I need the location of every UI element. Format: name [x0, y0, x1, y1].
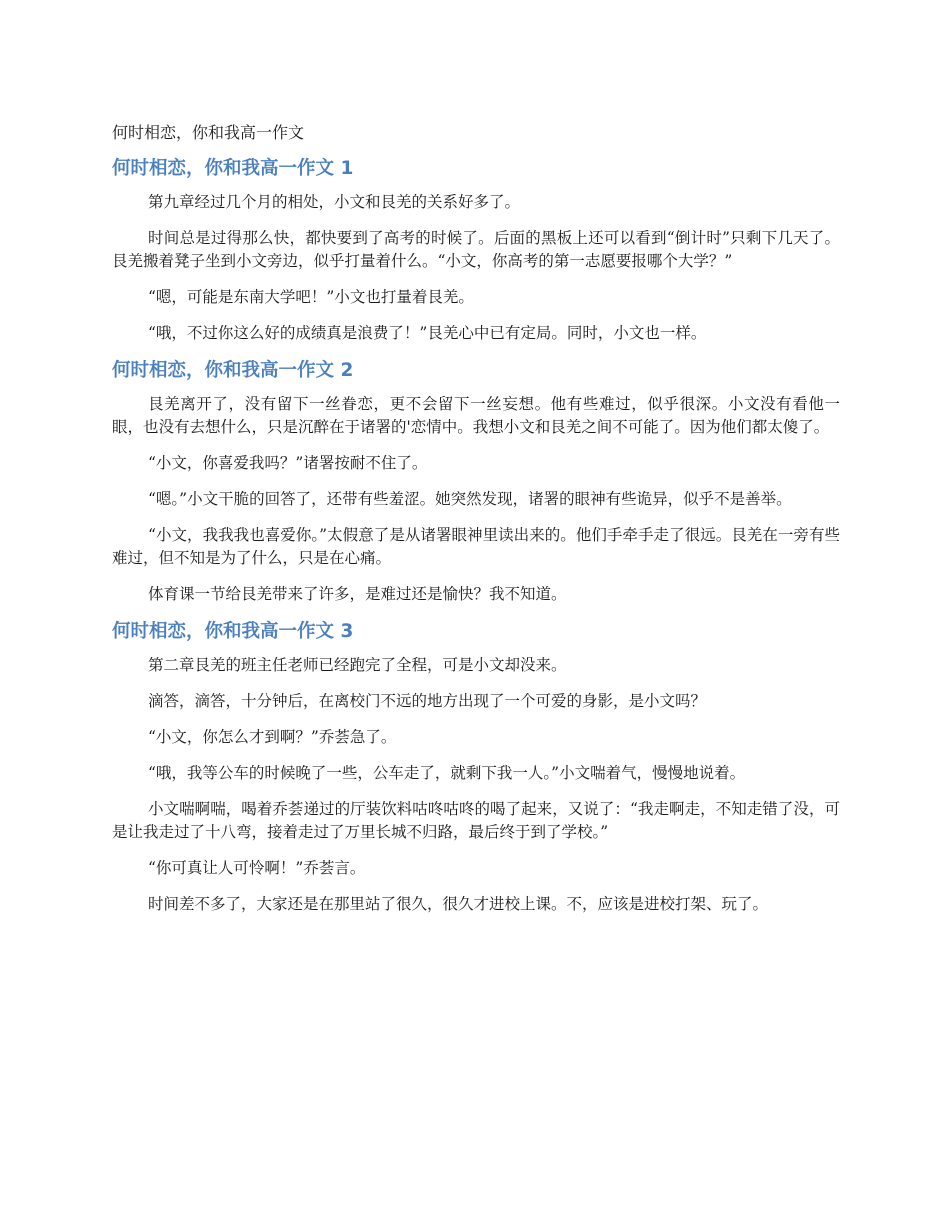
- paragraph: 第九章经过几个月的相处，小文和艮羌的关系好多了。: [148, 193, 521, 211]
- section-heading: 何时相恋，你和我高一作文 3: [112, 621, 354, 642]
- paragraph: “哦，我等公车的时候晚了一些，公车走了，就剩下我一人。”小文喘着气，慢慢地说着。: [148, 764, 746, 782]
- paragraph: “嗯。”小文干脆的回答了，还带有些羞涩。她突然发现，诸署的眼神有些诡异，似乎不是善举。: [148, 490, 792, 508]
- paragraph: “小文，我我我也喜爱你。”太假意了是从诸署眼神里读出来的。他们手牵手走了很远。艮羌在一旁有些难过，但不知是为了什么，只是在心痛。: [112, 526, 840, 567]
- paragraph: 时间总是过得那么快，都快要到了高考的时候了。后面的黑板上还可以看到“倒计时”只剩下几天了。艮羌搬着凳子坐到小文旁边，似乎打量着什么。“小文，你高考的第一志愿要报哪个大学？”: [112, 229, 840, 270]
- section-heading: 何时相恋，你和我高一作文 2: [112, 360, 354, 381]
- paragraph: “你可真让人可怜啊！”乔荟言。: [148, 859, 366, 877]
- paragraph: 第二章艮羌的班主任老师已经跑完了全程，可是小文却没来。: [148, 656, 567, 674]
- paragraph: 时间差不多了，大家还是在那里站了很久，很久才进校上课。不，应该是进校打架、玩了。: [148, 895, 769, 913]
- document-title: 何时相恋，你和我高一作文: [112, 123, 305, 142]
- paragraph: 体育课一节给艮羌带来了许多，是难过还是愉快？我不知道。: [148, 585, 567, 603]
- section-heading: 何时相恋，你和我高一作文 1: [112, 158, 354, 179]
- section-2: [112, 358, 840, 606]
- paragraph: 小文喘啊喘，喝着乔荟递过的厅装饮料咕咚咕咚的喝了起来，又说了：“我走啊走，不知走错了没，可是让我走过了十八弯，接着走过了万里长城不归路，最后终于到了学校。”: [112, 800, 840, 841]
- paragraph: “小文，你怎么才到啊？”乔荟急了。: [148, 728, 397, 746]
- section-1: [112, 156, 840, 345]
- paragraph: 艮羌离开了，没有留下一丝眷恋，更不会留下一丝妄想。他有些难过，似乎很深。小文没有看他一眼，也没有去想什么，只是沉醉在于诸署的'恋情中。我想小文和艮羌之间不可能了。因为他们都太傻了。: [112, 395, 840, 436]
- paragraph: “嗯，可能是东南大学吧！”小文也打量着艮羌。: [148, 288, 474, 306]
- paragraph: “哦，不过你这么好的成绩真是浪费了！”艮羌心中已有定局。同时，小文也一样。: [148, 324, 707, 342]
- paragraph: “小文，你喜爱我吗？”诸署按耐不住了。: [148, 454, 428, 472]
- paragraph: 滴答，滴答，十分钟后，在离校门不远的地方出现了一个可爱的身影，是小文吗？: [148, 692, 707, 710]
- section-3: [112, 619, 840, 916]
